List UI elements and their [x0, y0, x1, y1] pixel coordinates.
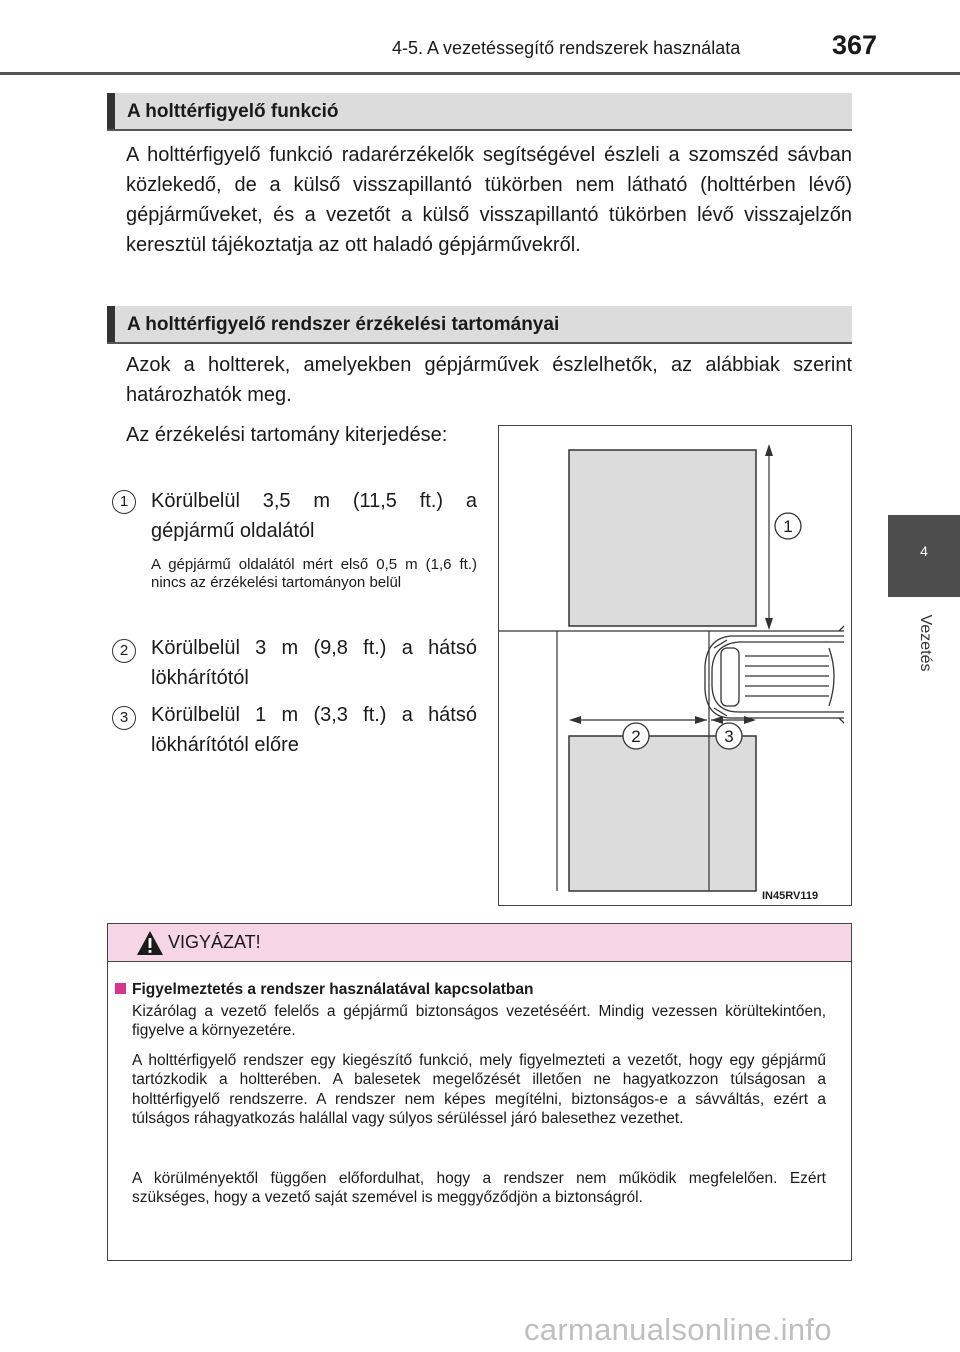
page-number: 367 [832, 30, 878, 60]
range-note: A gépjármű oldalától mért első 0,5 m (1,6 ft.) nincs az érzékelési tartományon belül [151, 556, 477, 591]
chapter-label: Vezetés [917, 614, 934, 672]
watermark: carmanualsonline.info [524, 1312, 832, 1347]
caution-paragraph-1: Kizárólag a vezető felelős a gépjármű biztonságos vezetéséért. Mindig vezessen körültekintően, figyelve a környezetére. [132, 1003, 826, 1040]
dimension-arrowhead [569, 716, 581, 724]
dimension-arrowhead [765, 444, 773, 456]
rear-detection-zone [569, 736, 756, 891]
detection-range-diagram [499, 426, 853, 907]
figure-code: IN45RV119 [762, 890, 819, 902]
dimension-arrowhead [744, 716, 756, 724]
callout-label-1: 1 [783, 517, 793, 536]
section-accent [107, 93, 115, 129]
warning-triangle-icon [136, 930, 164, 956]
callout-label-2: 2 [631, 727, 641, 746]
range-item-2: Körülbelül 3 m (9,8 ft.) a hátsó lökhárítótól [151, 637, 477, 689]
item-number-3: 3 [112, 706, 136, 730]
car-top-view-icon [705, 626, 844, 723]
section1-paragraph: A holttérfigyelő funkció radarérzékelők segítségével észleli a szomszéd sávban közlekedő, de a külső visszapillantó tükörben nem látható (holttérben lévő) gépjárműveket, és a vezetőt a külső visszapillantó tükörben lévő visszajelzőn keresztül tájékoztatja az ott haladó gépjárművekről. [126, 144, 852, 256]
callout-label-3: 3 [724, 727, 734, 746]
header-title: 4-5. A vezetéssegítő rendszerek használata [392, 38, 741, 58]
item-number-1: 1 [112, 490, 136, 514]
section-accent [107, 306, 115, 342]
caution-subtitle: Figyelmeztetés a rendszer használatával kapcsolatban [132, 981, 534, 998]
dimension-arrowhead [695, 716, 707, 724]
section2-intro: Azok a holtterek, amelyekben gépjárművek észlelhetők, az alábbiak szerint határozhatók meg. [126, 354, 852, 406]
caution-box [107, 923, 852, 1261]
caution-paragraph-2: A holttérfigyelő rendszer egy kiegészítő funkció, mely figyelmezteti a vezetőt, hogy egy gépjármű tartózkodik a holtterében. A balesetek megelőzését illetően ne hagyatkozzon túlságosan a holttérfigyelő rendszerre. A rendszer nem képes megítélni, biztonságos-e a sávváltás, ezért a túlságos ráhagyatkozás halállal vagy súlyos sérüléssel járó balesethez vezethet. [132, 1052, 826, 1128]
item-number-2: 2 [112, 639, 136, 663]
section-heading-2 [107, 306, 852, 344]
section-title: A holttérfigyelő rendszer érzékelési tartományai [127, 314, 560, 335]
chapter-tab[interactable]: 4 [888, 515, 960, 597]
detection-range-figure [498, 425, 852, 906]
dimension-arrowhead [765, 618, 773, 630]
bullet-square-icon [115, 983, 126, 994]
caution-paragraph-3: A körülményektől függően előfordulhat, hogy a rendszer nem működik megfelelően. Ezért szükséges, hogy a vezető saját szemével is meggyőződjön a biztonságról. [132, 1170, 826, 1207]
section-title: A holttérfigyelő funkció [127, 101, 339, 122]
range-item-1: Körülbelül 3,5 m (11,5 ft.) a gépjármű oldalától [151, 490, 477, 542]
header-divider [0, 72, 960, 75]
side-detection-zone [569, 450, 756, 626]
range-intro: Az érzékelési tartomány kiterjedése: [126, 424, 448, 446]
caution-title: VIGYÁZAT! [168, 932, 261, 952]
range-item-3: Körülbelül 1 m (3,3 ft.) a hátsó lökhárítótól előre [151, 704, 477, 756]
section-heading-1 [107, 93, 852, 131]
caution-header [108, 924, 851, 962]
